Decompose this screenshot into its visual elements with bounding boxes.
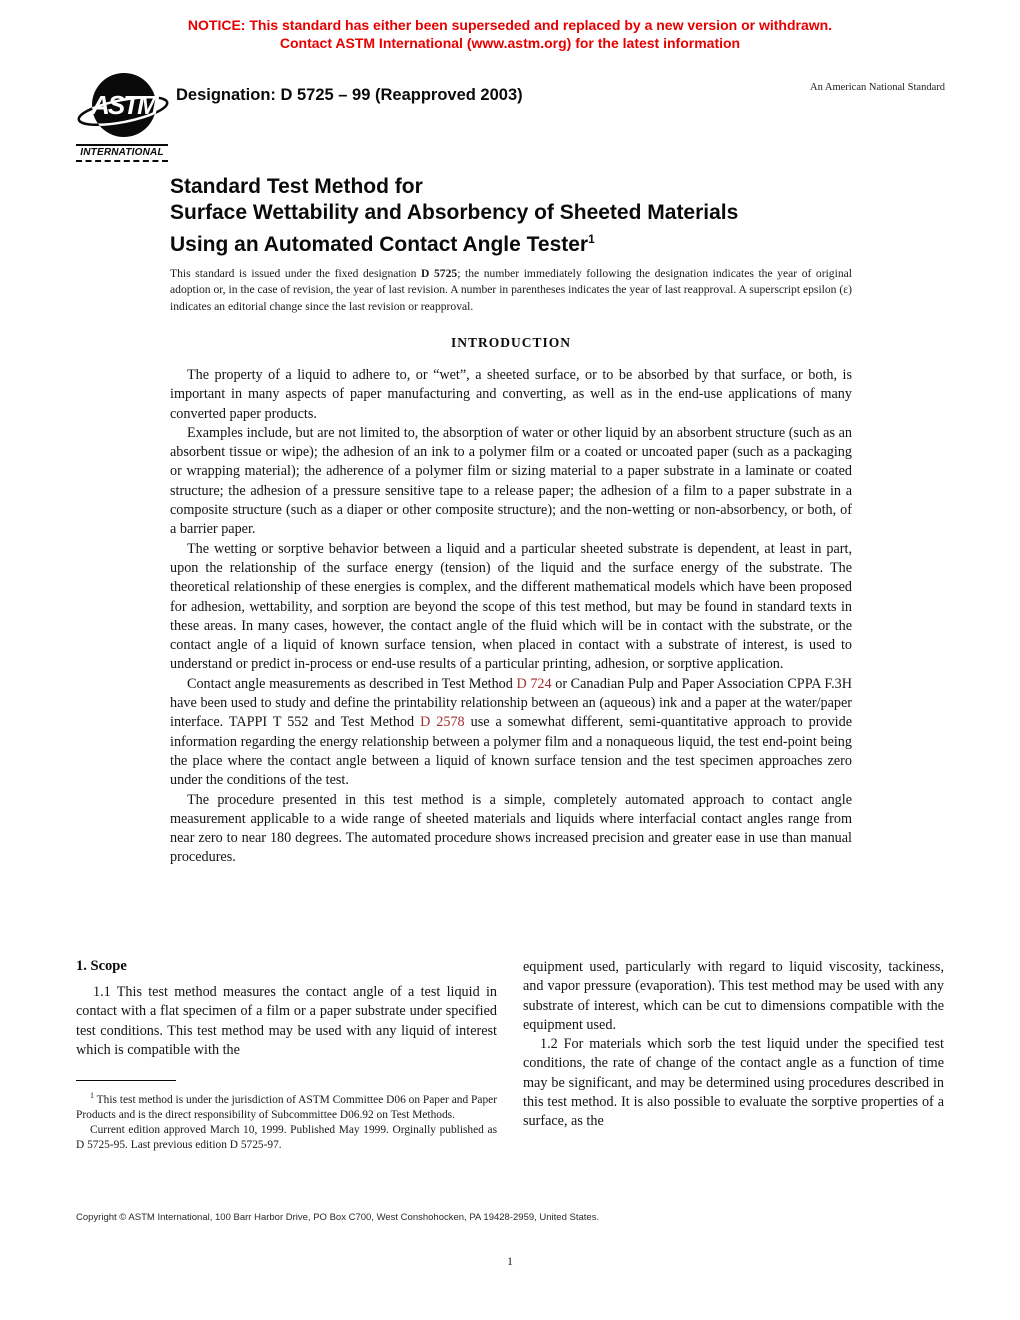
page-number: 1: [507, 1256, 513, 1268]
astm-logo-mark: [76, 70, 170, 146]
superseded-notice-line1: NOTICE: This standard has either been superseded and replaced by a new version or withdrawn.: [187, 17, 833, 33]
national-standard-note: An American National Standard: [809, 82, 945, 93]
footnote-edition: Current edition approved March 10, 1999. Published May 1999. Orginally published as D 5725-95. Last previous edition D 5725-97.: [76, 1124, 497, 1152]
title-line1: Standard Test Method for: [170, 175, 423, 198]
introduction-body: [170, 366, 852, 868]
footnote-jurisdiction: $^1$ This test method is under the jurisdiction of ASTM Committee D06 on Paper and Paper Products and is the direct responsibility of Subcommittee D06.92 on Test Methods.: [76, 1091, 497, 1121]
intro-paragraph-3: The wetting or sorptive behavior between a liquid and a particular sheeted substrate is dependent, at least in part, upon the relationship of the surface energy (tension) of the liquid and the surface energy of the substrate. The theoretical relationship of these energies is complex, and the different mathematical models which have been proposed for adhesion, wettability, and sorption are beyond the scope of this test method, but may be found in standard texts in these areas. In many cases, however, the contact angle of the fluid which will be in contact with the substrate, or the contact angle of a liquid of known surface tension, when placed in contact with a substrate of interest, is used to understand or predict in-process or end-use results of a particular printing, adhesion, or sorptive application.: [170, 540, 852, 673]
astm-logo: [76, 70, 172, 162]
intro-paragraph-1: The property of a liquid to adhere to, or “wet”, a sheeted surface, or to be absorbed by that surface, or both, is important in many aspects of paper manufacturing and converting, as well as in the end-use applications of many converted paper products.: [170, 367, 852, 422]
astm-logo-acronym: ASTM: [91, 90, 157, 120]
superseded-notice-line2: Contact ASTM International (www.astm.org) for the latest information: [279, 35, 741, 51]
scope-left-column: [76, 958, 497, 1060]
document-title: [170, 174, 890, 258]
reference-link-d2578[interactable]: D 2578: [420, 714, 465, 731]
scope-heading: 1. Scope: [76, 958, 127, 974]
issuance-designation: D 5725: [421, 267, 458, 280]
issuance-statement: This standard is issued under the fixed designation D 5725; the number immediately following the designation indicates the year of original adoption or, in the case of revision, the year of last revision. A number in parentheses indicates the year of last reapproval. A superscript epsilon (ε) indicates an editorial change since the last revision or reapproval.: [170, 267, 852, 313]
intro-paragraph-4: Contact angle measurements as described in Test Method D 724 or Canadian Pulp and Paper Association CPPA F.3H have been used to study and define the printability relationship between an (aqueous) ink and a paper at the water/paper interface. TAPPI T 552 and Test Method D 2578 use a somewhat different, semi-quantitative approach to provide information regarding the energy relationship between a polymer film and a nonaqueous liquid, the test end-point being the place where the contact angle between a liquid of known surface tension and the test specimen approaches zero under the conditions of the test.: [170, 675, 853, 789]
footnote-ref: 1: [90, 1091, 94, 1100]
designation-line: Designation: D 5725 – 99 (Reapproved 2003): [176, 86, 523, 104]
footnote-divider: [76, 1080, 176, 1081]
scope-paragraph-1-1: 1.1 This test method measures the contact angle of a test liquid in contact with a flat specimen of a film or a paper substrate under specified test conditions. This test method may be used with any liquid of interest which is compatible with the: [76, 984, 497, 1058]
astm-logo-subtitle: INTERNATIONAL: [76, 144, 168, 162]
title-footnote-ref: 1: [588, 232, 595, 246]
reference-link-d724[interactable]: D 724: [516, 675, 552, 692]
scope-paragraph-1-1-continuation: equipment used, particularly with regard to liquid viscosity, tackiness, and vapor pressure (evaporation). This test method may be used with any substrate of interest, which can be cut to dimensions compatible with the equipment used.: [523, 959, 944, 1033]
scope-right-column: [523, 958, 944, 1132]
title-line3: Using an Automated Contact Angle Tester$^1$: [170, 232, 595, 256]
intro-paragraph-5: The procedure presented in this test method is a simple, completely automated approach to contact angle measurement applicable to a wide range of sheeted materials and liquids where interfacial contact angles range from near zero to near 180 degrees. The automated procedure shows increased precision and greater ease in use than manual procedures.: [170, 791, 852, 866]
footnote-block: [76, 1080, 497, 1154]
superseded-notice: [0, 16, 1020, 52]
intro-paragraph-2: Examples include, but are not limited to, the absorption of water or other liquid by an absorbent structure (such as an absorbent tissue or wipe); the adhesion of an ink to a polymer film or a coated or uncoated paper (such as a packaging or wrapping material); the adherence of a polymer film or sizing material to a paper substrate in a laminate or coated structure; the adhesion of a pressure sensitive tape to a release paper; the adhesion of a film to a paper substrate in a composite structure (such as a diaper or other composite structure); and the non-wetting or non-absorbency, or both, of a barrier paper.: [170, 424, 852, 538]
introduction-heading: INTRODUCTION: [450, 335, 571, 350]
title-line2: Surface Wettability and Absorbency of Sheeted Materials: [170, 201, 739, 224]
scope-paragraph-1-2: 1.2 For materials which sorb the test liquid under the specified test conditions, the rate of change of the contact angle as a function of time may be significant, and may be determined using procedures described in this test method. It is also possible to evaluate the sorptive properties of a surface, as the: [523, 1036, 944, 1130]
copyright-line: Copyright © ASTM International, 100 Barr Harbor Drive, PO Box C700, West Conshohocken, PA 19428-2959, United States.: [76, 1212, 600, 1223]
